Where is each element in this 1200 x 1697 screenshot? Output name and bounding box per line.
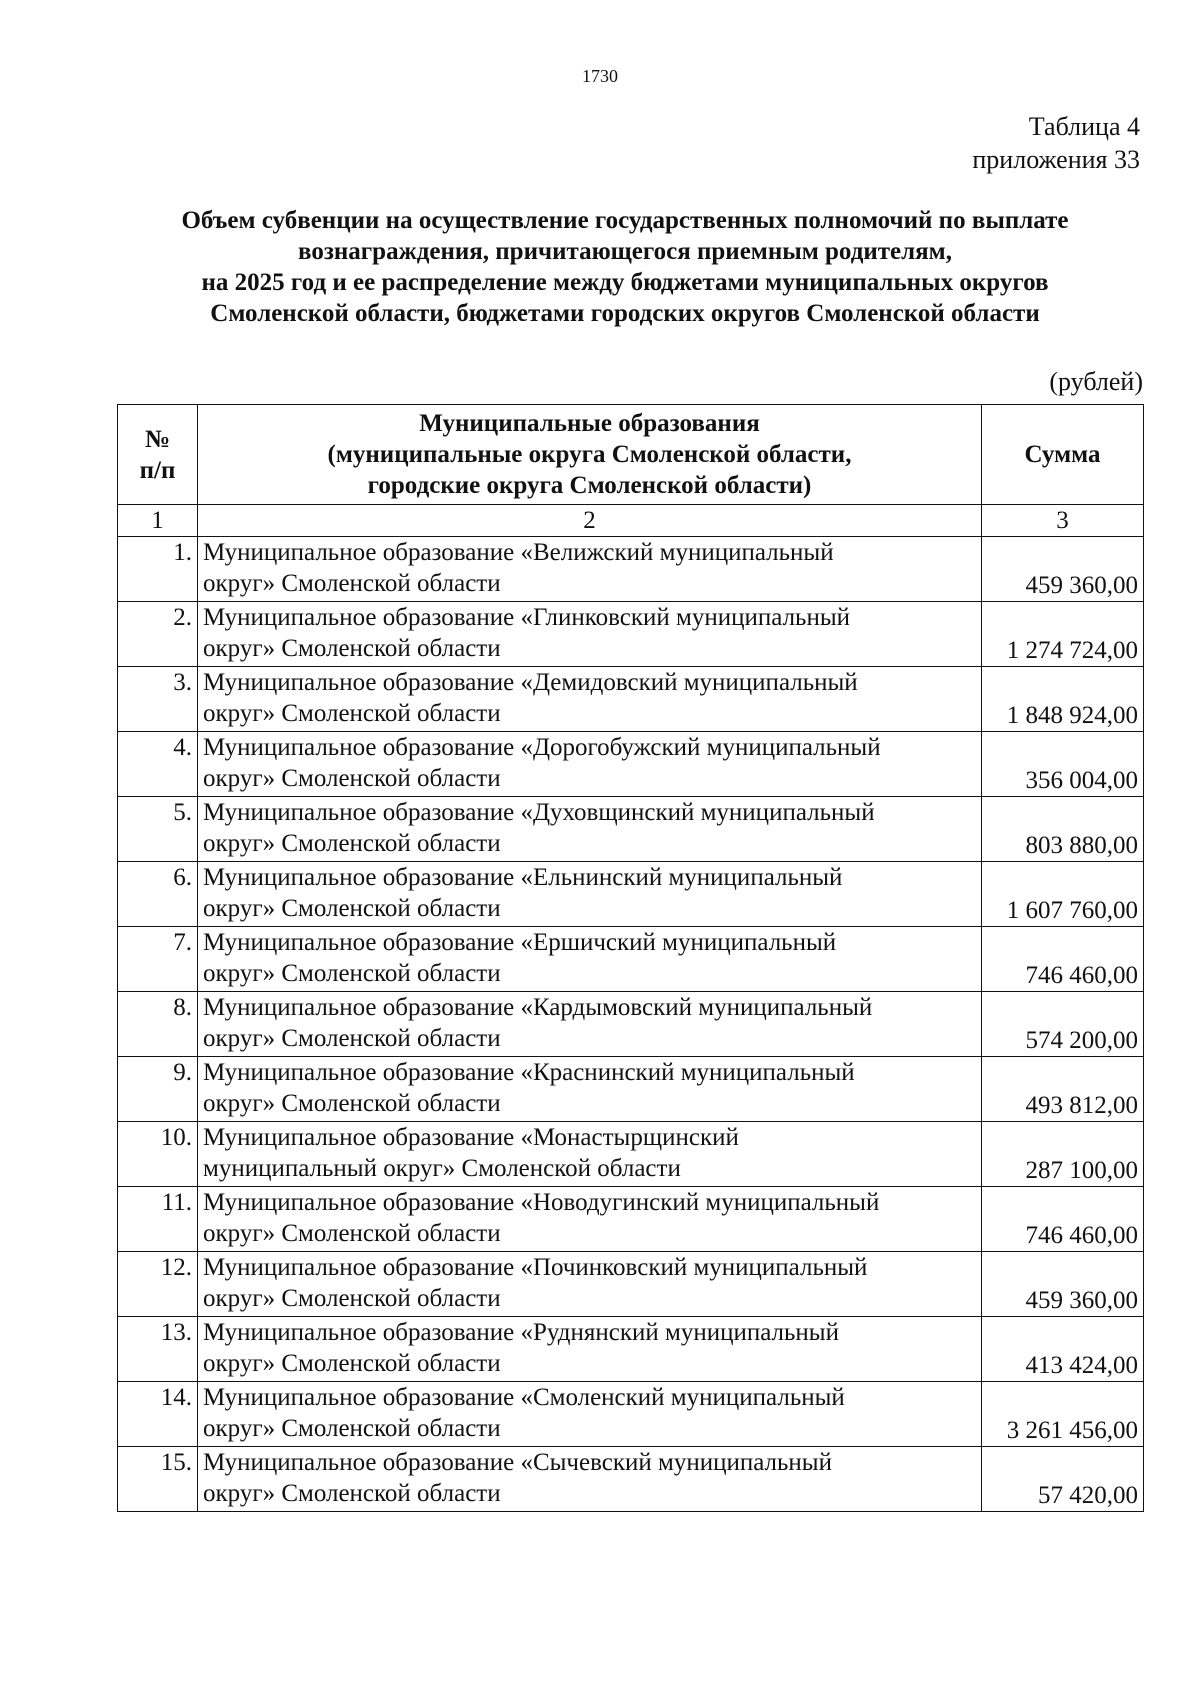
table-row bbox=[118, 1057, 1144, 1122]
municipality-name-line2: округ» Смоленской области bbox=[203, 635, 501, 662]
row-number: 6. bbox=[118, 862, 198, 927]
municipality-name-line1: Муниципальное образование «Духовщинский муниципальный bbox=[203, 799, 875, 826]
table-row bbox=[118, 1252, 1144, 1317]
municipality-name-line1: Муниципальное образование «Ершичский муниципальный bbox=[203, 929, 837, 956]
header-amount: Сумма bbox=[982, 405, 1144, 505]
row-number: 5. bbox=[118, 797, 198, 862]
municipality-name-line2: округ» Смоленской области bbox=[203, 570, 501, 597]
amount: 356 004,00 bbox=[982, 732, 1144, 797]
municipality-name-line1: Муниципальное образование «Дорогобужский муниципальный bbox=[203, 734, 881, 761]
municipality-name bbox=[198, 1317, 982, 1382]
municipality-name-line2: округ» Смоленской области bbox=[203, 1350, 501, 1377]
municipality-name-line1: Муниципальное образование «Монастырщинский bbox=[203, 1124, 739, 1151]
header-number bbox=[118, 405, 198, 505]
amount: 459 360,00 bbox=[982, 1252, 1144, 1317]
table-row bbox=[118, 927, 1144, 992]
header-number-line1: № bbox=[144, 425, 171, 453]
column-numbering-row bbox=[118, 505, 1144, 537]
header-municipality-line3: городские округа Смоленской области) bbox=[367, 472, 812, 499]
municipality-name-line2: округ» Смоленской области bbox=[203, 960, 501, 987]
amount: 746 460,00 bbox=[982, 927, 1144, 992]
row-number: 3. bbox=[118, 667, 198, 732]
row-number: 2. bbox=[118, 602, 198, 667]
municipality-name bbox=[198, 1382, 982, 1447]
header-municipality-line2: (муниципальные округа Смоленской области, bbox=[327, 441, 852, 468]
row-number: 9. bbox=[118, 1057, 198, 1122]
row-number: 1. bbox=[118, 537, 198, 602]
table-row bbox=[118, 1317, 1144, 1382]
municipality-name-line2: округ» Смоленской области bbox=[203, 1480, 501, 1507]
municipality-name bbox=[198, 797, 982, 862]
municipality-name-line2: округ» Смоленской области bbox=[203, 1025, 501, 1052]
table-row bbox=[118, 862, 1144, 927]
page-number: 1730 bbox=[582, 66, 618, 86]
amount: 459 360,00 bbox=[982, 537, 1144, 602]
table-row bbox=[118, 992, 1144, 1057]
amount: 746 460,00 bbox=[982, 1187, 1144, 1252]
table-row bbox=[118, 1382, 1144, 1447]
municipality-name-line1: Муниципальное образование «Демидовский муниципальный bbox=[203, 669, 858, 696]
row-number: 4. bbox=[118, 732, 198, 797]
municipality-name-line2: округ» Смоленской области bbox=[203, 1090, 501, 1117]
municipality-name-line2: муниципальный округ» Смоленской области bbox=[203, 1155, 681, 1182]
amount: 57 420,00 bbox=[982, 1447, 1144, 1512]
row-number: 15. bbox=[118, 1447, 198, 1512]
title-line4: Смоленской области, бюджетами городских округов Смоленской области bbox=[210, 300, 1040, 327]
header-municipality-line1: Муниципальные образования bbox=[419, 410, 760, 437]
municipality-name bbox=[198, 1122, 982, 1187]
row-number: 12. bbox=[118, 1252, 198, 1317]
municipality-name-line2: округ» Смоленской области bbox=[203, 700, 501, 727]
column-number: 3 bbox=[982, 505, 1144, 537]
municipality-name bbox=[198, 1252, 982, 1317]
municipality-name bbox=[198, 732, 982, 797]
row-number: 10. bbox=[118, 1122, 198, 1187]
units-label: (рублей) bbox=[1049, 367, 1143, 396]
table-ref-line2: приложения 33 bbox=[972, 145, 1140, 174]
row-number: 13. bbox=[118, 1317, 198, 1382]
amount: 1 848 924,00 bbox=[982, 667, 1144, 732]
municipality-name-line2: округ» Смоленской области bbox=[203, 1220, 501, 1247]
municipality-name-line1: Муниципальное образование «Смоленский муниципальный bbox=[203, 1384, 845, 1411]
amount: 803 880,00 bbox=[982, 797, 1144, 862]
title-line1: Объем субвенции на осуществление государственных полномочий по выплате bbox=[181, 207, 1069, 234]
amount: 1 607 760,00 bbox=[982, 862, 1144, 927]
column-number: 1 bbox=[118, 505, 198, 537]
table-row bbox=[118, 667, 1144, 732]
table-header-row bbox=[118, 405, 1144, 505]
municipality-name-line1: Муниципальное образование «Глинковский муниципальный bbox=[203, 604, 850, 631]
municipality-name bbox=[198, 602, 982, 667]
row-number: 14. bbox=[118, 1382, 198, 1447]
municipality-name-line2: округ» Смоленской области bbox=[203, 895, 501, 922]
municipality-name-line1: Муниципальное образование «Новодугинский муниципальный bbox=[203, 1189, 880, 1216]
municipality-name bbox=[198, 927, 982, 992]
municipality-name-line2: округ» Смоленской области bbox=[203, 1415, 501, 1442]
subvention-table bbox=[117, 404, 1144, 1512]
table-row bbox=[118, 602, 1144, 667]
amount: 1 274 724,00 bbox=[982, 602, 1144, 667]
municipality-name-line2: округ» Смоленской области bbox=[203, 830, 501, 857]
table-row bbox=[118, 1122, 1144, 1187]
amount: 574 200,00 bbox=[982, 992, 1144, 1057]
table-row bbox=[118, 732, 1144, 797]
header-municipality bbox=[198, 405, 982, 505]
municipality-name bbox=[198, 1057, 982, 1122]
municipality-name bbox=[198, 862, 982, 927]
municipality-name-line2: округ» Смоленской области bbox=[203, 765, 501, 792]
municipality-name-line1: Муниципальное образование «Ельнинский муниципальный bbox=[203, 864, 843, 891]
table-ref-line1: Таблица 4 bbox=[1028, 112, 1140, 141]
title-line3: на 2025 год и ее распределение между бюджетами муниципальных округов bbox=[201, 269, 1049, 296]
row-number: 8. bbox=[118, 992, 198, 1057]
row-number: 7. bbox=[118, 927, 198, 992]
municipality-name-line2: округ» Смоленской области bbox=[203, 1285, 501, 1312]
table-row bbox=[118, 537, 1144, 602]
amount: 413 424,00 bbox=[982, 1317, 1144, 1382]
municipality-name-line1: Муниципальное образование «Починковский муниципальный bbox=[203, 1254, 868, 1281]
header-number-line2: п/п bbox=[139, 456, 176, 484]
title-line2: вознаграждения, причитающегося приемным родителям, bbox=[298, 238, 952, 265]
municipality-name bbox=[198, 537, 982, 602]
amount: 493 812,00 bbox=[982, 1057, 1144, 1122]
municipality-name-line1: Муниципальное образование «Краснинский муниципальный bbox=[203, 1059, 855, 1086]
municipality-name-line1: Муниципальное образование «Руднянский муниципальный bbox=[203, 1319, 839, 1346]
municipality-name-line1: Муниципальное образование «Кардымовский муниципальный bbox=[203, 994, 873, 1021]
amount: 3 261 456,00 bbox=[982, 1382, 1144, 1447]
municipality-name bbox=[198, 667, 982, 732]
table-row bbox=[118, 797, 1144, 862]
municipality-name bbox=[198, 1187, 982, 1252]
column-number: 2 bbox=[198, 505, 982, 537]
municipality-name-line1: Муниципальное образование «Велижский муниципальный bbox=[203, 539, 834, 566]
table-row bbox=[118, 1447, 1144, 1512]
municipality-name bbox=[198, 1447, 982, 1512]
municipality-name-line1: Муниципальное образование «Сычевский муниципальный bbox=[203, 1449, 832, 1476]
document-title bbox=[100, 205, 1150, 329]
amount: 287 100,00 bbox=[982, 1122, 1144, 1187]
municipality-name bbox=[198, 992, 982, 1057]
table-reference bbox=[972, 110, 1140, 176]
row-number: 11. bbox=[118, 1187, 198, 1252]
table-row bbox=[118, 1187, 1144, 1252]
